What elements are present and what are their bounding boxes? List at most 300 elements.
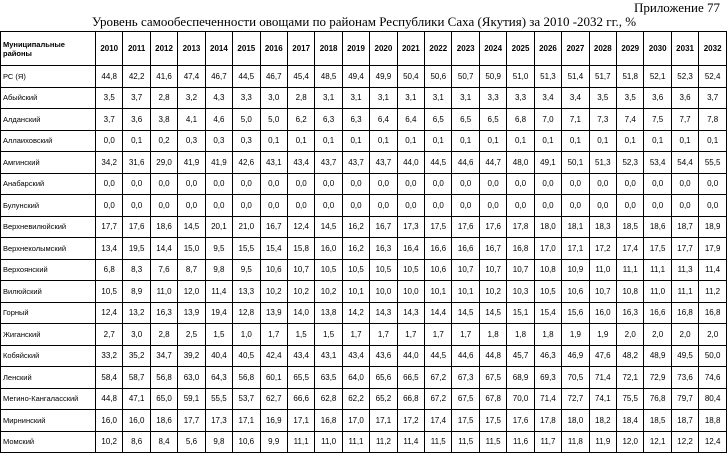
- table-cell-value: 0,1: [425, 130, 452, 152]
- table-cell-value: 13,8: [315, 302, 342, 324]
- table-cell-value: 2,0: [617, 324, 644, 346]
- table-cell-value: 66,8: [397, 388, 424, 410]
- table-cell-value: 10,5: [342, 259, 369, 281]
- table-cell-value: 3,5: [589, 87, 616, 109]
- table-cell-value: 10,1: [425, 281, 452, 303]
- table-cell-value: 0,0: [96, 130, 123, 152]
- table-cell-value: 0,0: [671, 195, 698, 217]
- table-cell-value: 2,0: [699, 324, 727, 346]
- table-row: [1, 130, 727, 152]
- table-cell-value: 53,4: [644, 152, 671, 174]
- table-cell-value: 44,5: [233, 66, 260, 88]
- table-cell-value: 0,0: [425, 173, 452, 195]
- column-header-year: 2021: [397, 32, 424, 66]
- column-header-year: 2011: [123, 32, 150, 66]
- table-cell-value: 21,0: [233, 216, 260, 238]
- table-row: [1, 173, 727, 195]
- row-district-name: Амгинский: [1, 152, 96, 174]
- table-cell-value: 0,0: [233, 195, 260, 217]
- table-cell-value: 3,0: [260, 87, 287, 109]
- table-cell-value: 7,5: [644, 109, 671, 131]
- table-cell-value: 11,5: [425, 431, 452, 453]
- table-cell-value: 10,2: [315, 281, 342, 303]
- table-cell-value: 50,6: [425, 66, 452, 88]
- table-cell-value: 10,8: [534, 259, 561, 281]
- table-cell-value: 11,4: [205, 281, 232, 303]
- table-cell-value: 1,7: [397, 324, 424, 346]
- table-cell-value: 0,0: [507, 173, 534, 195]
- table-cell-value: 3,1: [397, 87, 424, 109]
- table-cell-value: 51,3: [534, 66, 561, 88]
- table-cell-value: 1,7: [342, 324, 369, 346]
- table-cell-value: 11,0: [150, 281, 177, 303]
- table-cell-value: 16,3: [617, 302, 644, 324]
- table-cell-value: 67,5: [452, 388, 479, 410]
- table-cell-value: 15,5: [233, 238, 260, 260]
- table-cell-value: 15,4: [534, 302, 561, 324]
- table-cell-value: 44,6: [452, 152, 479, 174]
- table-cell-value: 11,5: [452, 431, 479, 453]
- table-cell-value: 62,7: [260, 388, 287, 410]
- table-cell-value: 11,1: [671, 281, 698, 303]
- table-cell-value: 42,2: [123, 66, 150, 88]
- table-cell-value: 0,0: [452, 195, 479, 217]
- table-cell-value: 0,1: [534, 130, 561, 152]
- table-cell-value: 13,4: [96, 238, 123, 260]
- table-cell-value: 0,0: [425, 195, 452, 217]
- table-cell-value: 0,0: [233, 173, 260, 195]
- table-cell-value: 46,7: [260, 66, 287, 88]
- table-cell-value: 7,0: [534, 109, 561, 131]
- table-cell-value: 0,0: [479, 195, 506, 217]
- table-cell-value: 17,5: [479, 410, 506, 432]
- table-cell-value: 10,5: [397, 259, 424, 281]
- table-cell-value: 18,1: [562, 216, 589, 238]
- table-cell-value: 8,3: [123, 259, 150, 281]
- table-cell-value: 56,8: [150, 367, 177, 389]
- table-cell-value: 49,4: [342, 66, 369, 88]
- column-header-year: 2028: [589, 32, 616, 66]
- table-cell-value: 45,4: [287, 66, 314, 88]
- table-cell-value: 6,5: [452, 109, 479, 131]
- table-cell-value: 35,2: [123, 345, 150, 367]
- table-cell-value: 16,6: [452, 238, 479, 260]
- row-district-name: Верхоянский: [1, 259, 96, 281]
- table-cell-value: 49,5: [671, 345, 698, 367]
- table-cell-value: 3,6: [644, 87, 671, 109]
- table-cell-value: 10,7: [479, 259, 506, 281]
- table-cell-value: 0,0: [562, 173, 589, 195]
- table-cell-value: 17,6: [507, 410, 534, 432]
- column-header-year: 2010: [96, 32, 123, 66]
- table-cell-value: 5,6: [178, 431, 205, 453]
- table-cell-value: 0,0: [150, 195, 177, 217]
- table-cell-value: 5,0: [260, 109, 287, 131]
- table-cell-value: 10,5: [96, 281, 123, 303]
- table-cell-value: 0,3: [178, 130, 205, 152]
- row-district-name: Верхневилюйский: [1, 216, 96, 238]
- table-cell-value: 12,0: [178, 281, 205, 303]
- table-cell-value: 9,5: [205, 238, 232, 260]
- table-cell-value: 64,0: [342, 367, 369, 389]
- table-cell-value: 0,0: [123, 195, 150, 217]
- table-cell-value: 18,3: [589, 216, 616, 238]
- column-header-year: 2032: [699, 32, 727, 66]
- table-row: [1, 152, 727, 174]
- table-cell-value: 44,8: [479, 345, 506, 367]
- table-cell-value: 16,0: [96, 410, 123, 432]
- table-cell-value: 0,0: [123, 173, 150, 195]
- table-cell-value: 0,0: [287, 195, 314, 217]
- table-cell-value: 1,7: [260, 324, 287, 346]
- table-cell-value: 10,5: [315, 259, 342, 281]
- table-row: [1, 345, 727, 367]
- table-cell-value: 17,1: [233, 410, 260, 432]
- table-cell-value: 10,1: [342, 281, 369, 303]
- table-cell-value: 47,6: [589, 345, 616, 367]
- table-cell-value: 47,4: [178, 66, 205, 88]
- column-header-year: 2025: [507, 32, 534, 66]
- table-cell-value: 17,6: [123, 216, 150, 238]
- table-cell-value: 55,5: [699, 152, 727, 174]
- row-district-name: РС (Я): [1, 66, 96, 88]
- table-cell-value: 0,1: [562, 130, 589, 152]
- table-cell-value: 8,4: [150, 431, 177, 453]
- column-header-year: 2018: [315, 32, 342, 66]
- column-header-year: 2024: [479, 32, 506, 66]
- table-cell-value: 17,2: [397, 410, 424, 432]
- table-cell-value: 9,8: [205, 259, 232, 281]
- table-cell-value: 60,1: [260, 367, 287, 389]
- table-cell-value: 74,1: [589, 388, 616, 410]
- table-cell-value: 10,0: [370, 281, 397, 303]
- table-cell-value: 17,5: [425, 216, 452, 238]
- table-body: [1, 66, 727, 453]
- table-cell-value: 47,1: [123, 388, 150, 410]
- table-cell-value: 52,3: [671, 66, 698, 88]
- table-cell-value: 0,0: [507, 195, 534, 217]
- table-cell-value: 0,0: [644, 195, 671, 217]
- table-cell-value: 11,1: [617, 259, 644, 281]
- table-cell-value: 16,3: [150, 302, 177, 324]
- table-cell-value: 0,0: [150, 173, 177, 195]
- column-header-year: 2027: [562, 32, 589, 66]
- table-cell-value: 0,3: [205, 130, 232, 152]
- table-cell-value: 16,6: [644, 302, 671, 324]
- table-cell-value: 43,7: [370, 152, 397, 174]
- table-cell-value: 0,0: [699, 195, 727, 217]
- table-cell-value: 3,3: [507, 87, 534, 109]
- table-cell-value: 2,7: [96, 324, 123, 346]
- table-cell-value: 10,6: [562, 281, 589, 303]
- table-cell-value: 16,0: [315, 238, 342, 260]
- table-cell-value: 2,0: [644, 324, 671, 346]
- table-cell-value: 17,5: [644, 238, 671, 260]
- column-header-year: 2014: [205, 32, 232, 66]
- table-cell-value: 44,0: [397, 345, 424, 367]
- table-row: [1, 87, 727, 109]
- table-cell-value: 49,1: [534, 152, 561, 174]
- table-cell-value: 41,9: [178, 152, 205, 174]
- column-header-year: 2012: [150, 32, 177, 66]
- table-cell-value: 6,8: [96, 259, 123, 281]
- table-cell-value: 69,3: [534, 367, 561, 389]
- table-cell-value: 3,8: [150, 109, 177, 131]
- table-cell-value: 3,7: [123, 87, 150, 109]
- table-cell-value: 12,8: [233, 302, 260, 324]
- table-cell-value: 16,8: [315, 410, 342, 432]
- table-cell-value: 12,2: [671, 431, 698, 453]
- table-cell-value: 0,1: [699, 130, 727, 152]
- table-cell-value: 13,9: [178, 302, 205, 324]
- table-cell-value: 0,1: [644, 130, 671, 152]
- table-cell-value: 16,7: [370, 216, 397, 238]
- table-cell-value: 43,1: [260, 152, 287, 174]
- table-cell-value: 10,6: [233, 431, 260, 453]
- table-cell-value: 8,9: [123, 281, 150, 303]
- table-cell-value: 11,0: [589, 259, 616, 281]
- table-cell-value: 16,6: [425, 238, 452, 260]
- table-cell-value: 12,4: [287, 216, 314, 238]
- table-cell-value: 11,8: [562, 431, 589, 453]
- table-cell-value: 15,8: [287, 238, 314, 260]
- table-cell-value: 1,8: [479, 324, 506, 346]
- table-cell-value: 17,0: [534, 238, 561, 260]
- table-cell-value: 18,0: [534, 216, 561, 238]
- table-cell-value: 80,4: [699, 388, 727, 410]
- column-header-year: 2015: [233, 32, 260, 66]
- table-cell-value: 10,6: [425, 259, 452, 281]
- table-cell-value: 18,2: [589, 410, 616, 432]
- table-cell-value: 62,2: [342, 388, 369, 410]
- table-cell-value: 6,3: [315, 109, 342, 131]
- table-cell-value: 15,0: [178, 238, 205, 260]
- table-cell-value: 48,2: [617, 345, 644, 367]
- table-cell-value: 18,9: [699, 216, 727, 238]
- column-header-year: 2016: [260, 32, 287, 66]
- data-table: [0, 31, 727, 453]
- table-cell-value: 51,8: [617, 66, 644, 88]
- table-cell-value: 63,0: [178, 367, 205, 389]
- table-cell-value: 0,1: [479, 130, 506, 152]
- table-cell-value: 74,6: [699, 367, 727, 389]
- table-cell-value: 11,1: [287, 431, 314, 453]
- table-cell-value: 66,5: [397, 367, 424, 389]
- table-cell-value: 16,8: [699, 302, 727, 324]
- table-row: [1, 66, 727, 88]
- table-cell-value: 0,0: [699, 173, 727, 195]
- table-cell-value: 0,0: [315, 173, 342, 195]
- table-cell-value: 46,3: [534, 345, 561, 367]
- table-cell-value: 42,4: [260, 345, 287, 367]
- table-cell-value: 0,1: [370, 130, 397, 152]
- table-cell-value: 19,4: [205, 302, 232, 324]
- table-cell-value: 43,7: [342, 152, 369, 174]
- table-cell-value: 72,7: [562, 388, 589, 410]
- table-cell-value: 16,8: [507, 238, 534, 260]
- table-cell-value: 16,2: [342, 238, 369, 260]
- table-cell-value: 17,4: [617, 238, 644, 260]
- table-cell-value: 14,5: [315, 216, 342, 238]
- column-header-year: 2020: [370, 32, 397, 66]
- table-cell-value: 15,1: [507, 302, 534, 324]
- table-cell-value: 0,0: [370, 173, 397, 195]
- table-cell-value: 31,6: [123, 152, 150, 174]
- table-cell-value: 44,0: [397, 152, 424, 174]
- table-cell-value: 40,4: [205, 345, 232, 367]
- table-cell-value: 1,7: [452, 324, 479, 346]
- table-cell-value: 55,5: [205, 388, 232, 410]
- table-cell-value: 0,1: [123, 130, 150, 152]
- table-cell-value: 58,7: [123, 367, 150, 389]
- table-cell-value: 42,6: [233, 152, 260, 174]
- table-cell-value: 7,1: [562, 109, 589, 131]
- table-cell-value: 71,4: [534, 388, 561, 410]
- table-cell-value: 13,9: [260, 302, 287, 324]
- table-cell-value: 48,5: [315, 66, 342, 88]
- table-cell-value: 19,5: [123, 238, 150, 260]
- table-cell-value: 0,3: [233, 130, 260, 152]
- table-cell-value: 0,1: [507, 130, 534, 152]
- table-cell-value: 11,2: [699, 281, 727, 303]
- table-cell-value: 65,6: [370, 367, 397, 389]
- table-cell-value: 2,8: [150, 87, 177, 109]
- table-cell-value: 1,0: [233, 324, 260, 346]
- table-cell-value: 0,0: [96, 173, 123, 195]
- table-cell-value: 3,6: [671, 87, 698, 109]
- table-cell-value: 7,7: [671, 109, 698, 131]
- table-cell-value: 51,0: [507, 66, 534, 88]
- table-cell-value: 0,0: [617, 195, 644, 217]
- table-row: [1, 388, 727, 410]
- table-cell-value: 33,2: [96, 345, 123, 367]
- table-cell-value: 52,4: [699, 66, 727, 88]
- column-header-district: Муниципальные районы: [1, 32, 96, 66]
- column-header-year: 2023: [452, 32, 479, 66]
- row-district-name: Вилюйский: [1, 281, 96, 303]
- table-cell-value: 58,4: [96, 367, 123, 389]
- table-cell-value: 50,9: [479, 66, 506, 88]
- table-cell-value: 16,7: [260, 216, 287, 238]
- column-header-year: 2017: [287, 32, 314, 66]
- table-row: [1, 281, 727, 303]
- table-cell-value: 10,6: [260, 259, 287, 281]
- table-cell-value: 20,1: [205, 216, 232, 238]
- column-header-year: 2030: [644, 32, 671, 66]
- table-cell-value: 17,5: [452, 410, 479, 432]
- table-cell-value: 50,0: [699, 345, 727, 367]
- table-cell-value: 16,0: [123, 410, 150, 432]
- table-cell-value: 18,6: [150, 216, 177, 238]
- table-cell-value: 3,4: [562, 87, 589, 109]
- table-cell-value: 43,4: [287, 152, 314, 174]
- table-cell-value: 11,7: [534, 431, 561, 453]
- row-district-name: Булунский: [1, 195, 96, 217]
- table-cell-value: 7,3: [589, 109, 616, 131]
- table-cell-value: 17,7: [96, 216, 123, 238]
- column-header-year: 2031: [671, 32, 698, 66]
- table-cell-value: 3,3: [233, 87, 260, 109]
- table-cell-value: 3,2: [178, 87, 205, 109]
- table-cell-value: 3,5: [96, 87, 123, 109]
- table-cell-value: 17,2: [589, 238, 616, 260]
- table-cell-value: 13,3: [233, 281, 260, 303]
- table-cell-value: 17,9: [699, 238, 727, 260]
- table-cell-value: 0,0: [589, 173, 616, 195]
- table-cell-value: 11,4: [699, 259, 727, 281]
- table-cell-value: 0,1: [452, 130, 479, 152]
- table-cell-value: 18,5: [617, 216, 644, 238]
- table-cell-value: 65,0: [150, 388, 177, 410]
- table-cell-value: 44,5: [425, 345, 452, 367]
- table-cell-value: 1,5: [287, 324, 314, 346]
- table-cell-value: 68,9: [507, 367, 534, 389]
- table-cell-value: 51,3: [589, 152, 616, 174]
- table-cell-value: 2,0: [671, 324, 698, 346]
- table-cell-value: 3,7: [699, 87, 727, 109]
- table-cell-value: 0,0: [671, 173, 698, 195]
- table-cell-value: 51,7: [589, 66, 616, 88]
- table-cell-value: 0,0: [534, 195, 561, 217]
- table-cell-value: 3,3: [479, 87, 506, 109]
- table-cell-value: 10,5: [534, 281, 561, 303]
- table-cell-value: 70,5: [562, 367, 589, 389]
- table-cell-value: 17,0: [342, 410, 369, 432]
- table-cell-value: 3,1: [425, 87, 452, 109]
- table-header-row: [1, 32, 727, 66]
- table-cell-value: 14,4: [150, 238, 177, 260]
- table-cell-value: 17,8: [534, 410, 561, 432]
- table-cell-value: 6,8: [507, 109, 534, 131]
- table-cell-value: 73,6: [671, 367, 698, 389]
- table-cell-value: 10,2: [287, 281, 314, 303]
- table-cell-value: 10,9: [562, 259, 589, 281]
- table-cell-value: 51,4: [562, 66, 589, 88]
- table-cell-value: 4,6: [205, 109, 232, 131]
- table-cell-value: 0,1: [315, 130, 342, 152]
- table-cell-value: 17,1: [370, 410, 397, 432]
- table-cell-value: 67,2: [425, 388, 452, 410]
- table-cell-value: 0,0: [342, 173, 369, 195]
- table-cell-value: 11,0: [315, 431, 342, 453]
- table-cell-value: 18,4: [617, 410, 644, 432]
- table-cell-value: 5,0: [233, 109, 260, 131]
- table-cell-value: 6,4: [370, 109, 397, 131]
- table-cell-value: 15,6: [562, 302, 589, 324]
- table-cell-value: 17,1: [287, 410, 314, 432]
- table-cell-value: 0,0: [287, 173, 314, 195]
- table-cell-value: 0,1: [671, 130, 698, 152]
- table-cell-value: 0,0: [370, 195, 397, 217]
- table-cell-value: 14,5: [479, 302, 506, 324]
- table-cell-value: 10,0: [397, 281, 424, 303]
- table-row: [1, 431, 727, 453]
- table-cell-value: 6,5: [479, 109, 506, 131]
- row-district-name: Абыйский: [1, 87, 96, 109]
- table-cell-value: 0,0: [562, 195, 589, 217]
- table-cell-value: 8,6: [123, 431, 150, 453]
- table-cell-value: 75,5: [617, 388, 644, 410]
- table-cell-value: 18,0: [562, 410, 589, 432]
- row-district-name: Жиганский: [1, 324, 96, 346]
- table-cell-value: 0,0: [178, 195, 205, 217]
- table-cell-value: 14,3: [370, 302, 397, 324]
- table-cell-value: 3,5: [617, 87, 644, 109]
- table-cell-value: 0,0: [644, 173, 671, 195]
- table-row: [1, 367, 727, 389]
- table-cell-value: 50,4: [397, 66, 424, 88]
- table-cell-value: 17,3: [205, 410, 232, 432]
